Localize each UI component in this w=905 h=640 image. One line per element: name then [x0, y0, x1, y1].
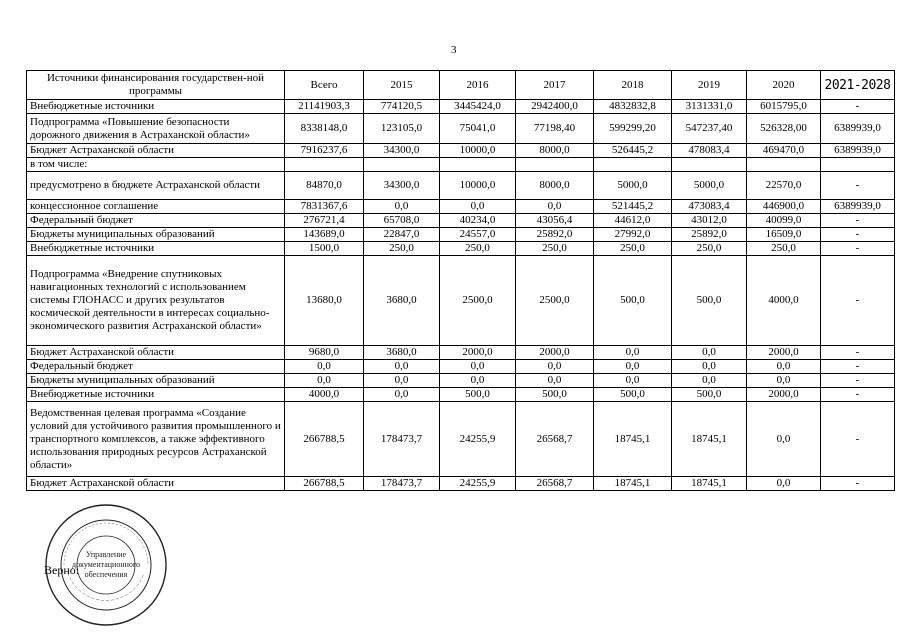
row-value: 5000,0: [672, 172, 747, 200]
row-value: 250,0: [516, 242, 594, 256]
row-value: 500,0: [594, 256, 672, 346]
row-source-name: концессионное соглашение: [27, 200, 285, 214]
row-value: 0,0: [747, 374, 821, 388]
page-number: 3: [451, 44, 457, 56]
row-value: 25892,0: [672, 228, 747, 242]
row-value: 4000,0: [285, 388, 364, 402]
row-value: [594, 158, 672, 172]
row-value: 500,0: [672, 388, 747, 402]
row-value: 10000,0: [440, 144, 516, 158]
row-value: 75041,0: [440, 114, 516, 144]
row-value: 500,0: [440, 388, 516, 402]
table-row: [27, 114, 895, 144]
table-row: [27, 477, 895, 491]
row-value: 65708,0: [364, 214, 440, 228]
row-value: 0,0: [440, 360, 516, 374]
header-2018: 2018: [594, 71, 672, 100]
header-total: Всего: [285, 71, 364, 100]
row-value: 26568,7: [516, 402, 594, 477]
table-header-row: [27, 71, 895, 100]
row-value: 3445424,0: [440, 100, 516, 114]
row-value: 34300,0: [364, 144, 440, 158]
row-value: 9680,0: [285, 346, 364, 360]
row-value: 27992,0: [594, 228, 672, 242]
row-source-name: Бюджеты муниципальных образований: [27, 228, 285, 242]
row-value: 16509,0: [747, 228, 821, 242]
row-value: 178473,7: [364, 477, 440, 491]
row-value: 0,0: [747, 360, 821, 374]
row-value: [672, 158, 747, 172]
row-value: 500,0: [594, 388, 672, 402]
row-value: 7831367,6: [285, 200, 364, 214]
row-value: 774120,5: [364, 100, 440, 114]
row-source-name: Внебюджетные источники: [27, 242, 285, 256]
header-source: Источники финансирования государствен-ной программы: [27, 71, 285, 100]
row-value: -: [821, 242, 895, 256]
table-row: [27, 100, 895, 114]
row-source-name: Бюджет Астраханской области: [27, 477, 285, 491]
row-value: 446900,0: [747, 200, 821, 214]
table-row: [27, 242, 895, 256]
row-value: 266788,5: [285, 477, 364, 491]
header-2019: 2019: [672, 71, 747, 100]
header-2016: 2016: [440, 71, 516, 100]
row-value: 0,0: [285, 374, 364, 388]
row-value: 250,0: [440, 242, 516, 256]
row-value: 547237,40: [672, 114, 747, 144]
row-value: 22570,0: [747, 172, 821, 200]
row-source-name: Бюджет Астраханской области: [27, 144, 285, 158]
row-value: 2500,0: [516, 256, 594, 346]
row-value: 40234,0: [440, 214, 516, 228]
row-value: 2000,0: [747, 388, 821, 402]
row-value: 0,0: [516, 360, 594, 374]
row-value: -: [821, 388, 895, 402]
row-value: 6015795,0: [747, 100, 821, 114]
row-value: 4832832,8: [594, 100, 672, 114]
row-value: 43056,4: [516, 214, 594, 228]
row-value: 8338148,0: [285, 114, 364, 144]
row-value: 8000,0: [516, 172, 594, 200]
row-value: [285, 158, 364, 172]
row-value: 43012,0: [672, 214, 747, 228]
row-value: 40099,0: [747, 214, 821, 228]
row-value: 521445,2: [594, 200, 672, 214]
row-value: 2942400,0: [516, 100, 594, 114]
row-value: 6389939,0: [821, 114, 895, 144]
row-value: 0,0: [672, 374, 747, 388]
row-value: 0,0: [594, 374, 672, 388]
row-value: 8000,0: [516, 144, 594, 158]
row-value: 0,0: [516, 374, 594, 388]
row-value: [440, 158, 516, 172]
row-source-name: Ведомственная целевая программа «Создание условий для устойчивого развития промышленного и транспортного комплексов, а также эффективного использования природных ресурсов Астраханской области»: [27, 402, 285, 477]
row-value: 0,0: [594, 360, 672, 374]
row-value: 526328,00: [747, 114, 821, 144]
row-value: 21141903,3: [285, 100, 364, 114]
row-value: 266788,5: [285, 402, 364, 477]
row-value: 473083,4: [672, 200, 747, 214]
table-row: [27, 360, 895, 374]
row-value: 7916237,6: [285, 144, 364, 158]
row-value: 0,0: [672, 346, 747, 360]
row-value: -: [821, 477, 895, 491]
row-source-name: Внебюджетные источники: [27, 100, 285, 114]
row-value: 4000,0: [747, 256, 821, 346]
row-value: 3680,0: [364, 346, 440, 360]
row-value: 599299,20: [594, 114, 672, 144]
row-source-name: Подпрограмма «Внедрение спутниковых навигационных технологий с использованием системы ГЛОНАСС и других результатов космической деятельности в интересах социально-экономического развития Астраханской области»: [27, 256, 285, 346]
row-value: -: [821, 360, 895, 374]
row-value: 25892,0: [516, 228, 594, 242]
row-value: 123105,0: [364, 114, 440, 144]
row-value: 26568,7: [516, 477, 594, 491]
row-value: 18745,1: [594, 477, 672, 491]
row-value: 500,0: [672, 256, 747, 346]
row-value: 22847,0: [364, 228, 440, 242]
row-value: 0,0: [516, 200, 594, 214]
table-row: [27, 214, 895, 228]
row-value: 6389939,0: [821, 200, 895, 214]
row-value: 2500,0: [440, 256, 516, 346]
row-source-name: Федеральный бюджет: [27, 360, 285, 374]
row-value: -: [821, 402, 895, 477]
table-row: [27, 346, 895, 360]
row-value: 478083,4: [672, 144, 747, 158]
row-value: 3680,0: [364, 256, 440, 346]
row-source-name: в том числе:: [27, 158, 285, 172]
table-row: [27, 228, 895, 242]
row-value: 0,0: [364, 360, 440, 374]
row-value: -: [821, 228, 895, 242]
row-value: [516, 158, 594, 172]
row-source-name: предусмотрено в бюджете Астраханской области: [27, 172, 285, 200]
row-value: 10000,0: [440, 172, 516, 200]
row-value: 84870,0: [285, 172, 364, 200]
row-value: 500,0: [516, 388, 594, 402]
row-value: 250,0: [594, 242, 672, 256]
certification-label: Верно:: [44, 563, 80, 577]
table-row: [27, 200, 895, 214]
row-value: 276721,4: [285, 214, 364, 228]
table-row: [27, 402, 895, 477]
row-value: 143689,0: [285, 228, 364, 242]
row-value: 24255,9: [440, 477, 516, 491]
row-value: 0,0: [440, 374, 516, 388]
row-value: 2000,0: [440, 346, 516, 360]
row-source-name: Подпрограмма «Повышение безопасности дорожного движения в Астраханской области»: [27, 114, 285, 144]
row-value: 526445,2: [594, 144, 672, 158]
row-value: 24255,9: [440, 402, 516, 477]
row-value: 13680,0: [285, 256, 364, 346]
row-value: 0,0: [364, 388, 440, 402]
row-value: [747, 158, 821, 172]
table-row: [27, 374, 895, 388]
row-value: 0,0: [747, 477, 821, 491]
row-value: 0,0: [440, 200, 516, 214]
table-row: [27, 388, 895, 402]
row-value: 6389939,0: [821, 144, 895, 158]
row-value: 44612,0: [594, 214, 672, 228]
header-2017: 2017: [516, 71, 594, 100]
row-value: 3131331,0: [672, 100, 747, 114]
row-value: 0,0: [594, 346, 672, 360]
table-row: [27, 256, 895, 346]
row-value: 18745,1: [672, 477, 747, 491]
row-value: [821, 158, 895, 172]
row-value: 34300,0: [364, 172, 440, 200]
header-2021-2028: 2021-2028: [821, 71, 895, 100]
row-value: 2000,0: [747, 346, 821, 360]
table-row: [27, 144, 895, 158]
row-value: -: [821, 374, 895, 388]
header-2020: 2020: [747, 71, 821, 100]
row-value: 0,0: [747, 402, 821, 477]
row-value: 18745,1: [594, 402, 672, 477]
row-value: 1500,0: [285, 242, 364, 256]
row-value: 2000,0: [516, 346, 594, 360]
row-value: 18745,1: [672, 402, 747, 477]
row-value: -: [821, 172, 895, 200]
row-source-name: Бюджет Астраханской области: [27, 346, 285, 360]
row-source-name: Бюджеты муниципальных образований: [27, 374, 285, 388]
row-value: 178473,7: [364, 402, 440, 477]
row-value: 77198,40: [516, 114, 594, 144]
table-row: [27, 172, 895, 200]
row-value: 250,0: [747, 242, 821, 256]
table-row: [27, 158, 895, 172]
row-value: -: [821, 256, 895, 346]
row-value: 250,0: [672, 242, 747, 256]
header-2015: 2015: [364, 71, 440, 100]
row-value: -: [821, 100, 895, 114]
row-value: -: [821, 214, 895, 228]
financing-table: [26, 70, 895, 491]
row-value: 24557,0: [440, 228, 516, 242]
row-value: 5000,0: [594, 172, 672, 200]
row-value: 0,0: [672, 360, 747, 374]
row-source-name: Федеральный бюджет: [27, 214, 285, 228]
row-value: -: [821, 346, 895, 360]
row-value: 250,0: [364, 242, 440, 256]
row-value: 0,0: [364, 200, 440, 214]
row-value: 469470,0: [747, 144, 821, 158]
row-value: 0,0: [285, 360, 364, 374]
row-value: [364, 158, 440, 172]
row-source-name: Внебюджетные источники: [27, 388, 285, 402]
stamp-text: Управление документационного обеспечения: [72, 550, 140, 579]
row-value: 0,0: [364, 374, 440, 388]
